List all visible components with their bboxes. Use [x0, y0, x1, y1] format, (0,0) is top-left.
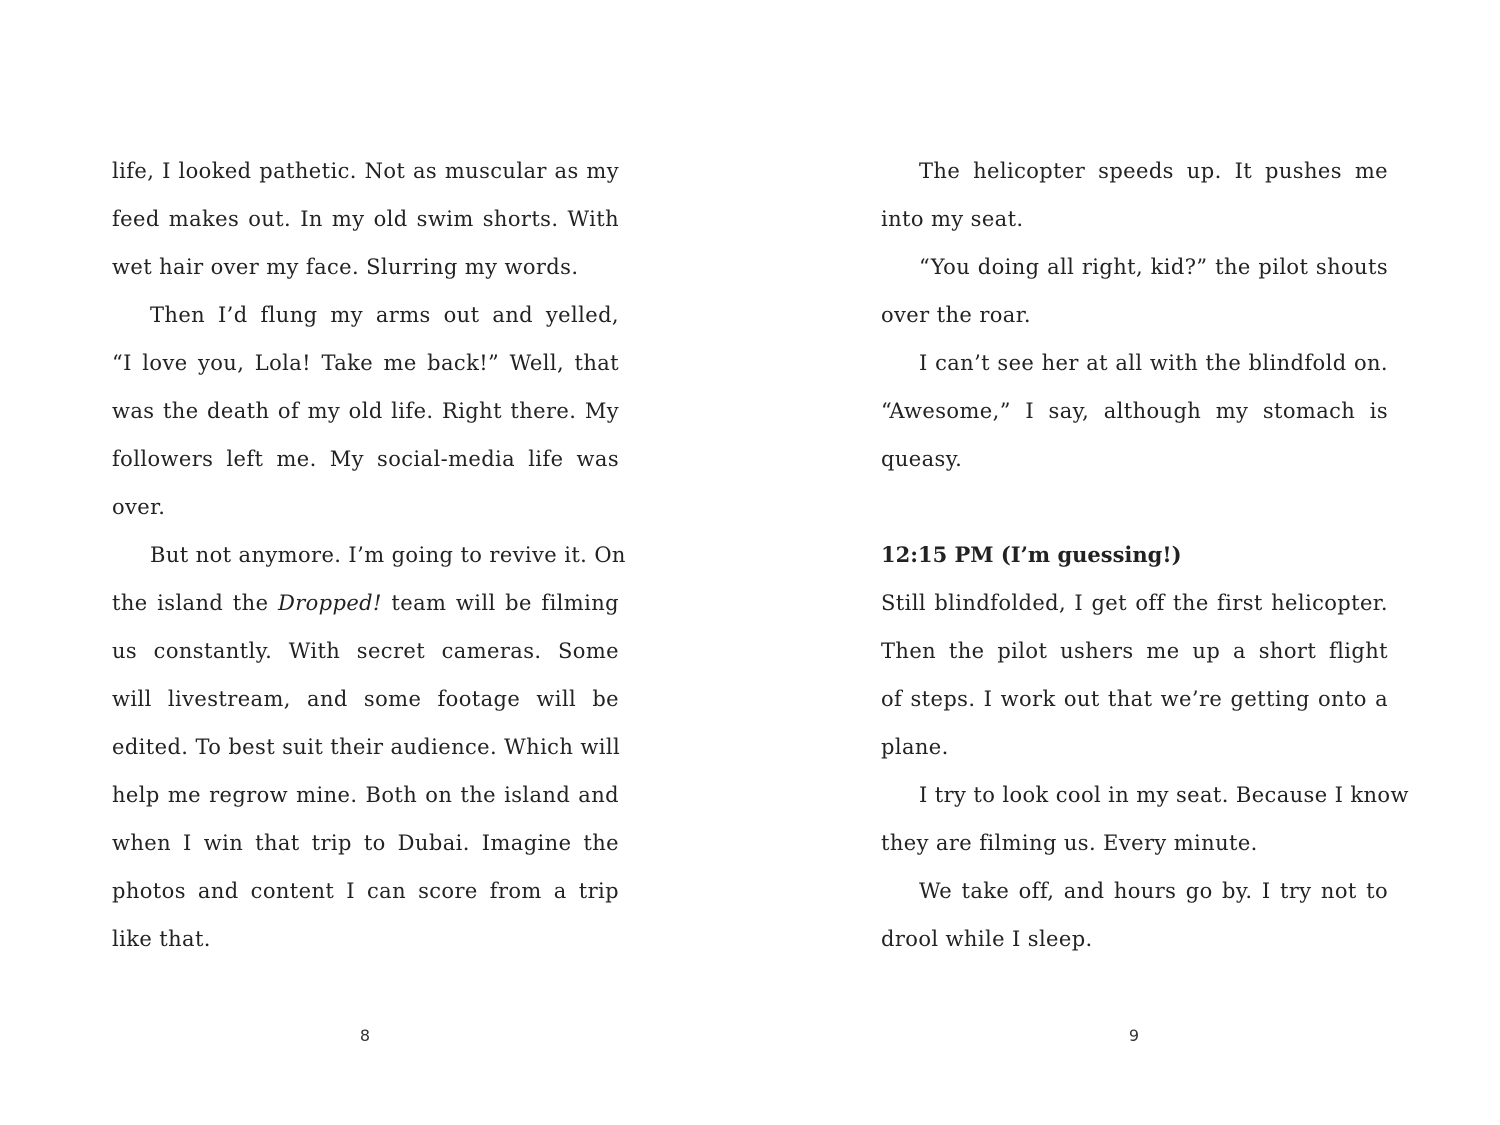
text-line: they are filming us. Every minute.	[881, 831, 1258, 855]
book-title-italic: Dropped!	[277, 591, 382, 615]
text-line: will livestream, and some footage will be	[112, 687, 619, 711]
text-line: followers left me. My social-media life was	[112, 447, 619, 471]
section-heading: 12:15 PM (I’m guessing!)	[881, 542, 1182, 567]
text-line: feed makes out. In my old swim shorts. With	[112, 207, 619, 231]
text-line: But not anymore. I’m going to revive it. On	[150, 543, 626, 567]
text-line: We take off, and hours go by. I try not to	[919, 879, 1388, 903]
text-line: us constantly. With secret cameras. Some	[112, 639, 619, 663]
text-line: Then the pilot ushers me up a short flight	[881, 639, 1388, 663]
text-segment: team will be filming	[381, 591, 619, 615]
text-line	[112, 579, 619, 627]
text-line: “I love you, Lola! Take me back!” Well, that	[112, 351, 619, 375]
text-line: of steps. I work out that we’re getting onto a	[881, 687, 1388, 711]
text-line: over the roar.	[881, 303, 1031, 327]
text-line: “You doing all right, kid?” the pilot shouts	[919, 255, 1388, 279]
text-line: I can’t see her at all with the blindfold on.	[919, 351, 1388, 375]
text-line: life, I looked pathetic. Not as muscular as my	[112, 159, 619, 183]
text-line: when I win that trip to Dubai. Imagine the	[112, 831, 619, 855]
text-line: into my seat.	[881, 207, 1024, 231]
blank-line	[881, 483, 1388, 531]
text-line: over.	[112, 495, 166, 519]
left-page	[112, 147, 626, 963]
page-number-right: 9	[1128, 1026, 1140, 1045]
text-line: “Awesome,” I say, although my stomach is	[881, 399, 1388, 423]
text-line: I try to look cool in my seat. Because I know	[919, 783, 1409, 807]
text-line: The helicopter speeds up. It pushes me	[919, 159, 1388, 183]
text-line: photos and content I can score from a trip	[112, 879, 619, 903]
text-segment: the island the	[112, 591, 278, 615]
text-line: Still blindfolded, I get off the first helicopter.	[881, 591, 1388, 615]
text-line: was the death of my old life. Right there. My	[112, 399, 619, 423]
text-line: help me regrow mine. Both on the island and	[112, 783, 619, 807]
text-line: queasy.	[881, 447, 963, 471]
right-page	[881, 147, 1409, 963]
page-number-left: 8	[359, 1026, 371, 1045]
text-line: drool while I sleep.	[881, 927, 1093, 951]
text-line: like that.	[112, 927, 211, 951]
text-line: wet hair over my face. Slurring my words.	[112, 255, 579, 279]
text-line: plane.	[881, 735, 949, 759]
text-line: Then I’d flung my arms out and yelled,	[150, 303, 619, 327]
text-line: edited. To best suit their audience. Which will	[112, 735, 621, 759]
